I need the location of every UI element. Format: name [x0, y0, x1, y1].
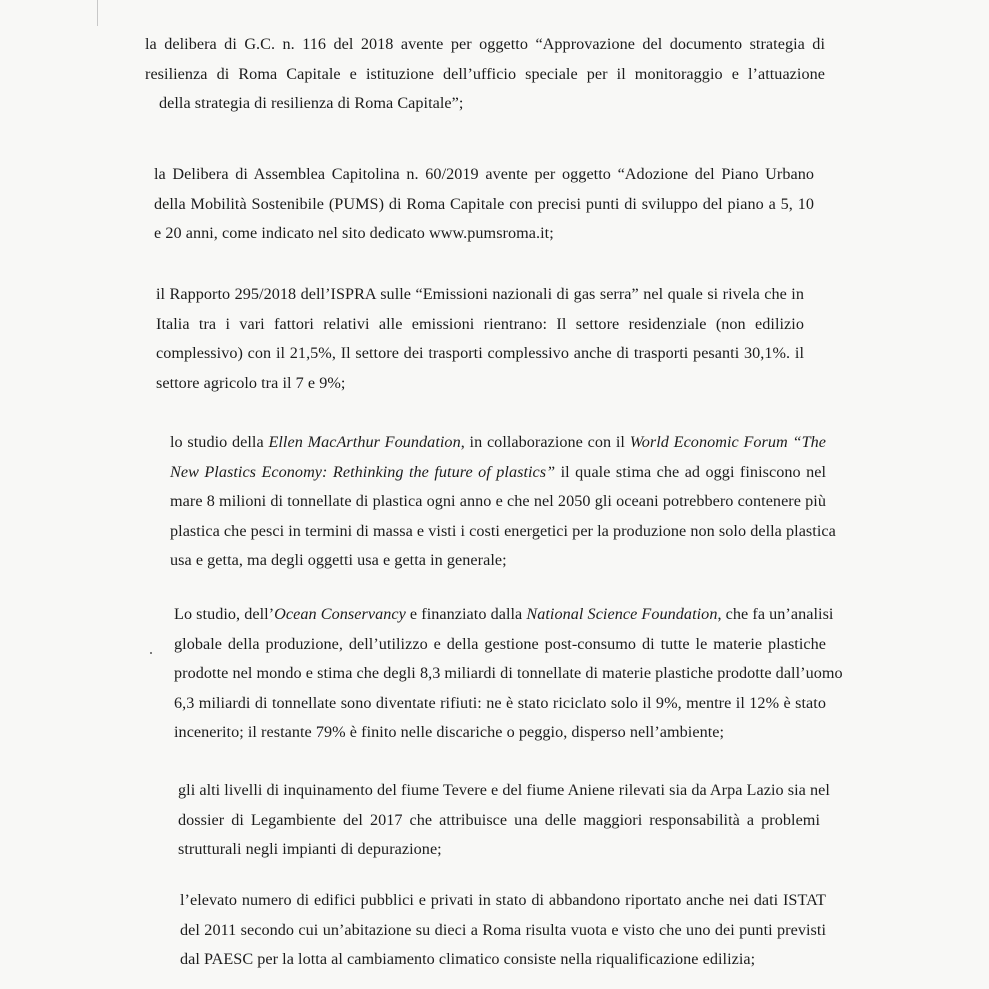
scan-speck [150, 652, 152, 654]
text-line: incenerito; il restante 79% è finito nelle discariche o peggio, disperso nell’ambiente; [174, 723, 725, 741]
paragraph-rapporto-ispra [156, 280, 804, 398]
text-line: plastica che pesci in termini di massa e visti i costi energetici per la produzione non solo della plastica [170, 521, 836, 540]
text-line: la delibera di G.C. n. 116 del 2018 avente per oggetto “Approvazione del documento strategia di [145, 35, 825, 53]
text-line: e 20 anni, come indicato nel sito dedicato www.pumsroma.it; [154, 224, 554, 242]
text-line: resilienza di Roma Capitale e istituzione dell’ufficio speciale per il monitoraggio e l’attuazione [145, 64, 825, 83]
italic-run: Ellen MacArthur Foundation [268, 433, 461, 451]
text-line: della Mobilità Sostenibile (PUMS) di Roma Capitale con precisi punti di sviluppo del piano a 5, 10 [154, 194, 814, 213]
text-run: lo studio della [170, 433, 269, 451]
text-line: 6,3 miliardi di tonnellate sono diventate rifiuti: ne è stato riciclato solo il 9%, mentre il 12% è stato [174, 693, 826, 712]
text-line: strutturali negli impianti di depurazione; [178, 840, 442, 858]
italic-run: Ocean Conservancy [274, 605, 406, 623]
italic-run: National Science Foundation [526, 605, 718, 623]
text-line: dal PAESC per la lotta al cambiamento climatico consiste nella riqualificazione edilizia; [180, 950, 756, 968]
text-run: il quale stima che ad oggi finiscono nel [555, 462, 826, 481]
paragraph-delibera-assemblea [154, 160, 814, 249]
text-line: Italia tra i vari fattori relativi alle emissioni rientrano: Il settore residenziale (non edilizio [156, 314, 804, 333]
paragraph-edifici-abbandono [180, 886, 826, 975]
text-run: Lo studio, dell’ [174, 605, 275, 623]
text-line [170, 428, 826, 458]
text-line: complessivo) con il 21,5%, Il settore dei trasporti complessivo anche di trasporti pesanti 30,1%. il [156, 344, 804, 362]
text-line: la Delibera di Assemblea Capitolina n. 60/2019 avente per oggetto “Adozione del Piano Urbano [154, 165, 814, 183]
text-run: , in collaborazione con il [460, 433, 630, 451]
paragraph-ellen-macarthur [170, 428, 836, 576]
italic-run: World Economic Forum “The [629, 433, 826, 451]
text-line: gli alti livelli di inquinamento del fiume Tevere e del fiume Aniene rilevati sia da Arpa Lazio sia nel [178, 781, 830, 799]
text-run: , che fa un’analisi [717, 605, 834, 623]
text-line: del 2011 secondo cui un’abitazione su dieci a Roma risulta vuota e visto che uno dei punti previsti [180, 920, 826, 939]
text-line: dossier di Legambiente del 2017 che attribuisce una delle maggiori responsabilità a problemi [178, 810, 820, 829]
text-line: settore agricolo tra il 7 e 9%; [156, 373, 346, 392]
italic-run: New Plastics Economy: Rethinking the future of plastics” [170, 462, 556, 481]
text-line [170, 458, 826, 488]
text-line: mare 8 milioni di tonnellate di plastica ogni anno e che nel 2050 gli oceani potrebbero contenere più [170, 492, 826, 510]
text-line: globale della produzione, dell’utilizzo e della gestione post-consumo di tutte le materie plastiche [174, 634, 826, 653]
text-line: prodotte nel mondo e stima che degli 8,3 miliardi di tonnellate di materie plastiche prodotte dall’uomo [174, 664, 843, 682]
text-line: il Rapporto 295/2018 dell’ISPRA sulle “Emissioni nazionali di gas serra” nel quale si rivela che in [156, 285, 804, 303]
paragraph-fiume-tevere [178, 776, 830, 865]
paragraph-ocean-conservancy [174, 600, 843, 748]
text-line [174, 600, 834, 630]
paragraph-delibera-gc [145, 30, 825, 119]
text-line: usa e getta, ma degli oggetti usa e getta in generale; [170, 551, 507, 569]
text-run: e finanziato dalla [405, 605, 527, 623]
page-edge-mark [97, 0, 98, 26]
text-line: l’elevato numero di edifici pubblici e privati in stato di abbandono riportato anche nei dati ISTAT [180, 891, 826, 909]
text-line: della strategia di resilienza di Roma Capitale”; [159, 94, 464, 112]
